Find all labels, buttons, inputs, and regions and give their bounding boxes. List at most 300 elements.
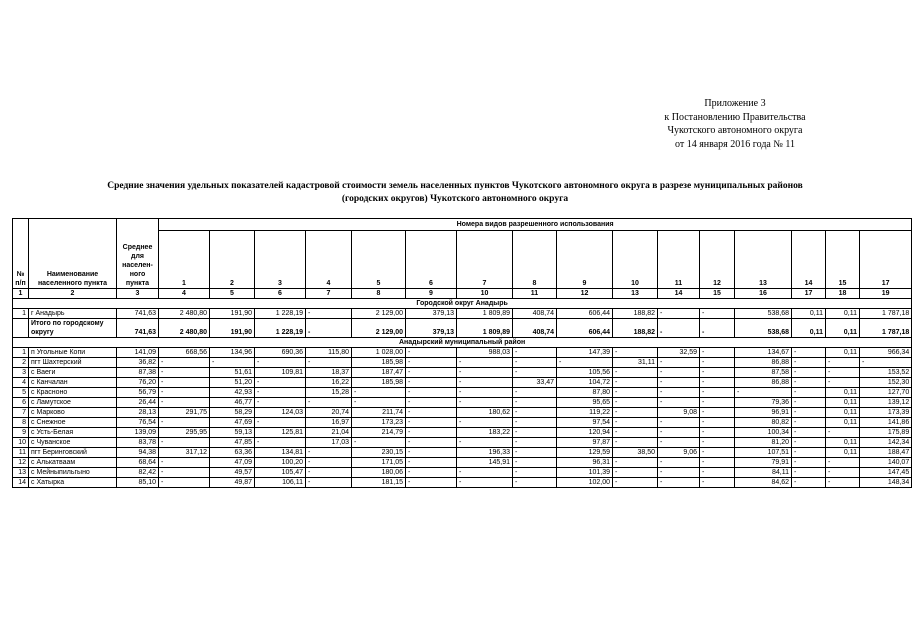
value-cell: - bbox=[658, 438, 700, 448]
value-cell: 97,87 bbox=[557, 438, 613, 448]
value-cell: - bbox=[658, 388, 700, 398]
value-cell: - bbox=[513, 478, 557, 488]
value-cell: - bbox=[406, 408, 457, 418]
value-cell: - bbox=[457, 418, 513, 428]
value-cell: 96,31 bbox=[557, 458, 613, 468]
value-cell: 94,38 bbox=[117, 448, 159, 458]
value-cell: 56,79 bbox=[117, 388, 159, 398]
value-cell: 47,09 bbox=[210, 458, 255, 468]
value-cell: - bbox=[700, 358, 735, 368]
column-index-row bbox=[13, 289, 912, 299]
value-cell: - bbox=[613, 348, 658, 358]
value-cell: - bbox=[457, 478, 513, 488]
value-cell: - bbox=[406, 458, 457, 468]
value-cell: - bbox=[700, 388, 735, 398]
value-cell: 76,20 bbox=[117, 378, 159, 388]
value-cell: 47,69 bbox=[210, 418, 255, 428]
appendix-line-1: Приложение 3 bbox=[704, 98, 766, 109]
section-row bbox=[13, 338, 912, 348]
appendix-line-3: Чукотского автономного округа bbox=[667, 125, 803, 136]
value-cell: - bbox=[792, 378, 826, 388]
column-index-cell: 8 bbox=[352, 289, 406, 299]
value-cell: 107,51 bbox=[735, 448, 792, 458]
value-cell: 379,13 bbox=[406, 309, 457, 319]
value-cell: 129,59 bbox=[557, 448, 613, 458]
value-cell: 214,79 bbox=[352, 428, 406, 438]
value-cell: - bbox=[159, 418, 210, 428]
value-cell: - bbox=[792, 468, 826, 478]
value-cell: 87,58 bbox=[735, 368, 792, 378]
table-row bbox=[13, 448, 912, 458]
value-cell: 119,22 bbox=[557, 408, 613, 418]
value-cell: - bbox=[159, 358, 210, 368]
value-cell: - bbox=[406, 358, 457, 368]
value-cell: - bbox=[613, 398, 658, 408]
value-cell: 230,15 bbox=[352, 448, 406, 458]
value-cell: 85,10 bbox=[117, 478, 159, 488]
use-number-header: 11 bbox=[658, 231, 700, 289]
value-cell: 96,91 bbox=[735, 408, 792, 418]
value-cell: 2 480,80 bbox=[159, 319, 210, 338]
value-cell: - bbox=[406, 388, 457, 398]
row-name: пгт Шахтерский bbox=[29, 358, 117, 368]
use-number-header: 4 bbox=[306, 231, 352, 289]
value-cell: 188,82 bbox=[613, 309, 658, 319]
section-title: Анадырский муниципальный район bbox=[13, 338, 912, 348]
row-number: 6 bbox=[13, 398, 29, 408]
value-cell: 0,11 bbox=[826, 398, 860, 408]
title-line-1: Средние значения удельных показателей кадастровой стоимости земель населенных пунктов Чукотского автономного округа в разрезе муниципальных районов bbox=[107, 181, 803, 191]
value-cell: 173,23 bbox=[352, 418, 406, 428]
value-cell: 28,13 bbox=[117, 408, 159, 418]
use-number-header: 5 bbox=[352, 231, 406, 289]
value-cell: 379,13 bbox=[406, 319, 457, 338]
value-cell: 295,95 bbox=[159, 428, 210, 438]
row-number: 12 bbox=[13, 458, 29, 468]
value-cell: - bbox=[613, 368, 658, 378]
value-cell: - bbox=[513, 448, 557, 458]
row-number: 11 bbox=[13, 448, 29, 458]
row-number: 4 bbox=[13, 378, 29, 388]
value-cell: 741,63 bbox=[117, 319, 159, 338]
value-cell: 31,11 bbox=[613, 358, 658, 368]
row-number: 13 bbox=[13, 468, 29, 478]
value-cell: - bbox=[255, 388, 306, 398]
value-cell: 181,15 bbox=[352, 478, 406, 488]
table-row bbox=[13, 408, 912, 418]
value-cell: - bbox=[826, 378, 860, 388]
table-row bbox=[13, 368, 912, 378]
value-cell: - bbox=[513, 458, 557, 468]
value-cell: - bbox=[159, 478, 210, 488]
value-cell: 18,37 bbox=[306, 368, 352, 378]
value-cell: 95,65 bbox=[557, 398, 613, 408]
value-cell: 127,70 bbox=[860, 388, 912, 398]
value-cell: 0,11 bbox=[826, 408, 860, 418]
value-cell: - bbox=[613, 458, 658, 468]
use-number-header: 15 bbox=[826, 231, 860, 289]
value-cell: 0,11 bbox=[826, 348, 860, 358]
value-cell: 47,85 bbox=[210, 438, 255, 448]
table-row bbox=[13, 398, 912, 408]
value-cell: 26,44 bbox=[117, 398, 159, 408]
value-cell: 317,12 bbox=[159, 448, 210, 458]
value-cell: 690,36 bbox=[255, 348, 306, 358]
value-cell: 152,30 bbox=[860, 378, 912, 388]
value-cell: - bbox=[513, 468, 557, 478]
column-index-cell: 16 bbox=[735, 289, 792, 299]
value-cell: 36,82 bbox=[117, 358, 159, 368]
row-name: с Снежное bbox=[29, 418, 117, 428]
value-cell: 0,11 bbox=[826, 418, 860, 428]
value-cell: - bbox=[613, 468, 658, 478]
value-cell: 183,22 bbox=[457, 428, 513, 438]
value-cell: 1 809,89 bbox=[457, 309, 513, 319]
value-cell: - bbox=[513, 368, 557, 378]
value-cell: 196,33 bbox=[457, 448, 513, 458]
value-cell: - bbox=[457, 398, 513, 408]
value-cell: - bbox=[658, 458, 700, 468]
value-cell: 180,06 bbox=[352, 468, 406, 478]
value-cell: 147,39 bbox=[557, 348, 613, 358]
row-number: 2 bbox=[13, 358, 29, 368]
value-cell: - bbox=[700, 398, 735, 408]
column-index-cell: 7 bbox=[306, 289, 352, 299]
value-cell: - bbox=[700, 438, 735, 448]
value-cell: - bbox=[457, 358, 513, 368]
value-cell: 140,07 bbox=[860, 458, 912, 468]
value-cell: 84,11 bbox=[735, 468, 792, 478]
column-index-cell: 5 bbox=[210, 289, 255, 299]
value-cell: - bbox=[658, 319, 700, 338]
value-cell: 82,42 bbox=[117, 468, 159, 478]
value-cell: 538,68 bbox=[735, 309, 792, 319]
value-cell: 1 809,89 bbox=[457, 319, 513, 338]
value-cell: - bbox=[513, 408, 557, 418]
value-cell: - bbox=[700, 408, 735, 418]
value-cell: 17,03 bbox=[306, 438, 352, 448]
value-cell: 0,11 bbox=[826, 438, 860, 448]
value-cell: - bbox=[700, 348, 735, 358]
value-cell: 173,39 bbox=[860, 408, 912, 418]
value-cell: 84,62 bbox=[735, 478, 792, 488]
value-cell: - bbox=[306, 358, 352, 368]
value-cell: - bbox=[406, 368, 457, 378]
value-cell: - bbox=[792, 448, 826, 458]
value-cell: 141,86 bbox=[860, 418, 912, 428]
use-number-header: 17 bbox=[860, 231, 912, 289]
value-cell: - bbox=[557, 358, 613, 368]
value-cell: - bbox=[406, 348, 457, 358]
value-cell: 100,20 bbox=[255, 458, 306, 468]
value-cell: 191,90 bbox=[210, 309, 255, 319]
value-cell: 33,47 bbox=[513, 378, 557, 388]
value-cell: - bbox=[352, 388, 406, 398]
value-cell: 87,38 bbox=[117, 368, 159, 378]
value-cell: 104,72 bbox=[557, 378, 613, 388]
row-number: 1 bbox=[13, 348, 29, 358]
value-cell: 1 787,18 bbox=[860, 319, 912, 338]
table-row bbox=[13, 438, 912, 448]
value-cell: - bbox=[658, 468, 700, 478]
value-cell: - bbox=[658, 358, 700, 368]
value-cell: - bbox=[658, 309, 700, 319]
column-index-cell: 2 bbox=[29, 289, 117, 299]
value-cell: 191,90 bbox=[210, 319, 255, 338]
value-cell: 2 129,00 bbox=[352, 309, 406, 319]
value-cell: 0,11 bbox=[826, 309, 860, 319]
value-cell: - bbox=[658, 398, 700, 408]
value-cell: - bbox=[406, 448, 457, 458]
value-cell: 139,12 bbox=[860, 398, 912, 408]
value-cell: - bbox=[406, 398, 457, 408]
row-name: с Канчалан bbox=[29, 378, 117, 388]
col-average-header: Среднее для населен- ного пункта bbox=[117, 219, 159, 289]
column-index-cell: 15 bbox=[700, 289, 735, 299]
value-cell: 115,80 bbox=[306, 348, 352, 358]
value-cell: - bbox=[210, 358, 255, 368]
value-cell: - bbox=[406, 438, 457, 448]
value-cell: 139,09 bbox=[117, 428, 159, 438]
row-name: с Ваеги bbox=[29, 368, 117, 378]
value-cell: - bbox=[159, 468, 210, 478]
value-cell: - bbox=[255, 358, 306, 368]
value-cell: - bbox=[792, 438, 826, 448]
row-number: 7 bbox=[13, 408, 29, 418]
table-row bbox=[13, 309, 912, 319]
value-cell: - bbox=[700, 468, 735, 478]
value-cell: 0,11 bbox=[792, 319, 826, 338]
value-cell: 51,20 bbox=[210, 378, 255, 388]
value-cell: - bbox=[159, 458, 210, 468]
value-cell: 46,77 bbox=[210, 398, 255, 408]
table-row bbox=[13, 388, 912, 398]
value-cell: - bbox=[700, 309, 735, 319]
value-cell: 185,98 bbox=[352, 358, 406, 368]
value-cell: 741,63 bbox=[117, 309, 159, 319]
value-cell: 49,87 bbox=[210, 478, 255, 488]
row-name: с Мейныпильгыно bbox=[29, 468, 117, 478]
value-cell: 606,44 bbox=[557, 309, 613, 319]
value-cell: 153,52 bbox=[860, 368, 912, 378]
value-cell: 988,03 bbox=[457, 348, 513, 358]
value-cell: 86,88 bbox=[735, 378, 792, 388]
appendix-header bbox=[625, 97, 845, 151]
value-cell: 180,62 bbox=[457, 408, 513, 418]
value-cell: 38,50 bbox=[613, 448, 658, 458]
section-row bbox=[13, 299, 912, 309]
value-cell: 187,47 bbox=[352, 368, 406, 378]
value-cell: 0,11 bbox=[792, 309, 826, 319]
value-cell: 291,75 bbox=[159, 408, 210, 418]
row-number: 8 bbox=[13, 418, 29, 428]
value-cell: 86,88 bbox=[735, 358, 792, 368]
value-cell: 148,34 bbox=[860, 478, 912, 488]
value-cell: - bbox=[826, 368, 860, 378]
value-cell: 81,20 bbox=[735, 438, 792, 448]
use-number-header: 13 bbox=[735, 231, 792, 289]
use-number-header: 6 bbox=[406, 231, 457, 289]
value-cell: 1 228,19 bbox=[255, 309, 306, 319]
column-index-cell: 12 bbox=[557, 289, 613, 299]
use-number-header: 12 bbox=[700, 231, 735, 289]
column-index-cell: 9 bbox=[406, 289, 457, 299]
value-cell: - bbox=[159, 438, 210, 448]
value-cell: - bbox=[255, 438, 306, 448]
value-cell: 538,68 bbox=[735, 319, 792, 338]
value-cell: - bbox=[792, 388, 826, 398]
value-cell: - bbox=[700, 428, 735, 438]
column-index-cell: 13 bbox=[613, 289, 658, 299]
value-cell: - bbox=[159, 368, 210, 378]
column-index-cell: 10 bbox=[457, 289, 513, 299]
value-cell: - bbox=[613, 478, 658, 488]
value-cell: 120,94 bbox=[557, 428, 613, 438]
value-cell: - bbox=[826, 428, 860, 438]
value-cell: - bbox=[352, 438, 406, 448]
value-cell: - bbox=[457, 388, 513, 398]
value-cell: 1 787,18 bbox=[860, 309, 912, 319]
value-cell: - bbox=[658, 378, 700, 388]
value-cell: - bbox=[792, 348, 826, 358]
column-index-cell: 11 bbox=[513, 289, 557, 299]
value-cell: 20,74 bbox=[306, 408, 352, 418]
value-cell: 59,13 bbox=[210, 428, 255, 438]
use-types-group-header: Номера видов разрешенного использования bbox=[159, 219, 912, 231]
value-cell: - bbox=[792, 368, 826, 378]
value-cell: 16,97 bbox=[306, 418, 352, 428]
cadastral-value-table bbox=[12, 218, 912, 488]
value-cell: 606,44 bbox=[557, 319, 613, 338]
value-cell: - bbox=[457, 468, 513, 478]
value-cell: - bbox=[860, 358, 912, 368]
value-cell: 175,89 bbox=[860, 428, 912, 438]
value-cell: 134,67 bbox=[735, 348, 792, 358]
column-index-cell: 18 bbox=[826, 289, 860, 299]
value-cell: 211,74 bbox=[352, 408, 406, 418]
value-cell: 97,54 bbox=[557, 418, 613, 428]
row-number bbox=[13, 319, 29, 338]
appendix-line-4: от 14 января 2016 года № 11 bbox=[674, 138, 796, 150]
value-cell: 76,54 bbox=[117, 418, 159, 428]
appendix-line-2: к Постановлению Правительства bbox=[664, 111, 806, 123]
value-cell: - bbox=[613, 428, 658, 438]
value-cell: - bbox=[513, 388, 557, 398]
value-cell: 79,91 bbox=[735, 458, 792, 468]
value-cell: 58,29 bbox=[210, 408, 255, 418]
value-cell: 134,81 bbox=[255, 448, 306, 458]
column-index-cell: 14 bbox=[658, 289, 700, 299]
use-number-header: 14 bbox=[792, 231, 826, 289]
row-number: 10 bbox=[13, 438, 29, 448]
value-cell: 141,09 bbox=[117, 348, 159, 358]
value-cell: - bbox=[159, 388, 210, 398]
value-cell: - bbox=[613, 438, 658, 448]
value-cell: 109,81 bbox=[255, 368, 306, 378]
value-cell: - bbox=[513, 418, 557, 428]
value-cell: - bbox=[513, 348, 557, 358]
value-cell: 68,64 bbox=[117, 458, 159, 468]
total-row bbox=[13, 319, 912, 338]
value-cell: 0,11 bbox=[826, 448, 860, 458]
value-cell: 83,78 bbox=[117, 438, 159, 448]
value-cell: 49,57 bbox=[210, 468, 255, 478]
row-name: п Угольные Копи bbox=[29, 348, 117, 358]
value-cell: 42,93 bbox=[210, 388, 255, 398]
value-cell: - bbox=[613, 378, 658, 388]
value-cell: 125,81 bbox=[255, 428, 306, 438]
value-cell: - bbox=[457, 378, 513, 388]
value-cell: 32,59 bbox=[658, 348, 700, 358]
row-number: 5 bbox=[13, 388, 29, 398]
value-cell: 124,03 bbox=[255, 408, 306, 418]
value-cell: - bbox=[700, 448, 735, 458]
value-cell: - bbox=[352, 398, 406, 408]
value-cell: 1 028,00 bbox=[352, 348, 406, 358]
value-cell: 145,91 bbox=[457, 458, 513, 468]
value-cell: - bbox=[792, 398, 826, 408]
value-cell: - bbox=[457, 438, 513, 448]
use-number-header: 2 bbox=[210, 231, 255, 289]
row-name: с Красноно bbox=[29, 388, 117, 398]
row-name: с Чуванское bbox=[29, 438, 117, 448]
value-cell: 21,04 bbox=[306, 428, 352, 438]
value-cell: 101,39 bbox=[557, 468, 613, 478]
table-row bbox=[13, 348, 912, 358]
column-index-cell: 17 bbox=[792, 289, 826, 299]
value-cell: 1 228,19 bbox=[255, 319, 306, 338]
use-number-header: 3 bbox=[255, 231, 306, 289]
value-cell: - bbox=[826, 468, 860, 478]
value-cell: 16,22 bbox=[306, 378, 352, 388]
value-cell: 966,34 bbox=[860, 348, 912, 358]
value-cell: 0,11 bbox=[826, 319, 860, 338]
value-cell: - bbox=[826, 478, 860, 488]
row-name: с Алькатваам bbox=[29, 458, 117, 468]
value-cell: - bbox=[255, 418, 306, 428]
value-cell: - bbox=[792, 428, 826, 438]
use-number-header: 7 bbox=[457, 231, 513, 289]
value-cell: 0,11 bbox=[826, 388, 860, 398]
value-cell: - bbox=[306, 478, 352, 488]
value-cell: 408,74 bbox=[513, 319, 557, 338]
value-cell: - bbox=[792, 458, 826, 468]
value-cell: 63,36 bbox=[210, 448, 255, 458]
value-cell: - bbox=[159, 398, 210, 408]
value-cell: 9,08 bbox=[658, 408, 700, 418]
value-cell: - bbox=[255, 378, 306, 388]
use-number-header: 9 bbox=[557, 231, 613, 289]
value-cell: 2 480,80 bbox=[159, 309, 210, 319]
table-row bbox=[13, 468, 912, 478]
value-cell: 15,28 bbox=[306, 388, 352, 398]
value-cell: 147,45 bbox=[860, 468, 912, 478]
table-row bbox=[13, 378, 912, 388]
row-name: пгт Беринговский bbox=[29, 448, 117, 458]
value-cell: - bbox=[457, 368, 513, 378]
column-index-cell: 1 bbox=[13, 289, 29, 299]
row-name: г Анадырь bbox=[29, 309, 117, 319]
row-number: 9 bbox=[13, 428, 29, 438]
value-cell: - bbox=[792, 418, 826, 428]
row-name: с Марково bbox=[29, 408, 117, 418]
table-row bbox=[13, 418, 912, 428]
value-cell: - bbox=[826, 458, 860, 468]
value-cell: 134,96 bbox=[210, 348, 255, 358]
value-cell: - bbox=[406, 478, 457, 488]
table-row bbox=[13, 458, 912, 468]
title-line-2: (городских округов) Чукотского автономного округа bbox=[341, 194, 569, 204]
